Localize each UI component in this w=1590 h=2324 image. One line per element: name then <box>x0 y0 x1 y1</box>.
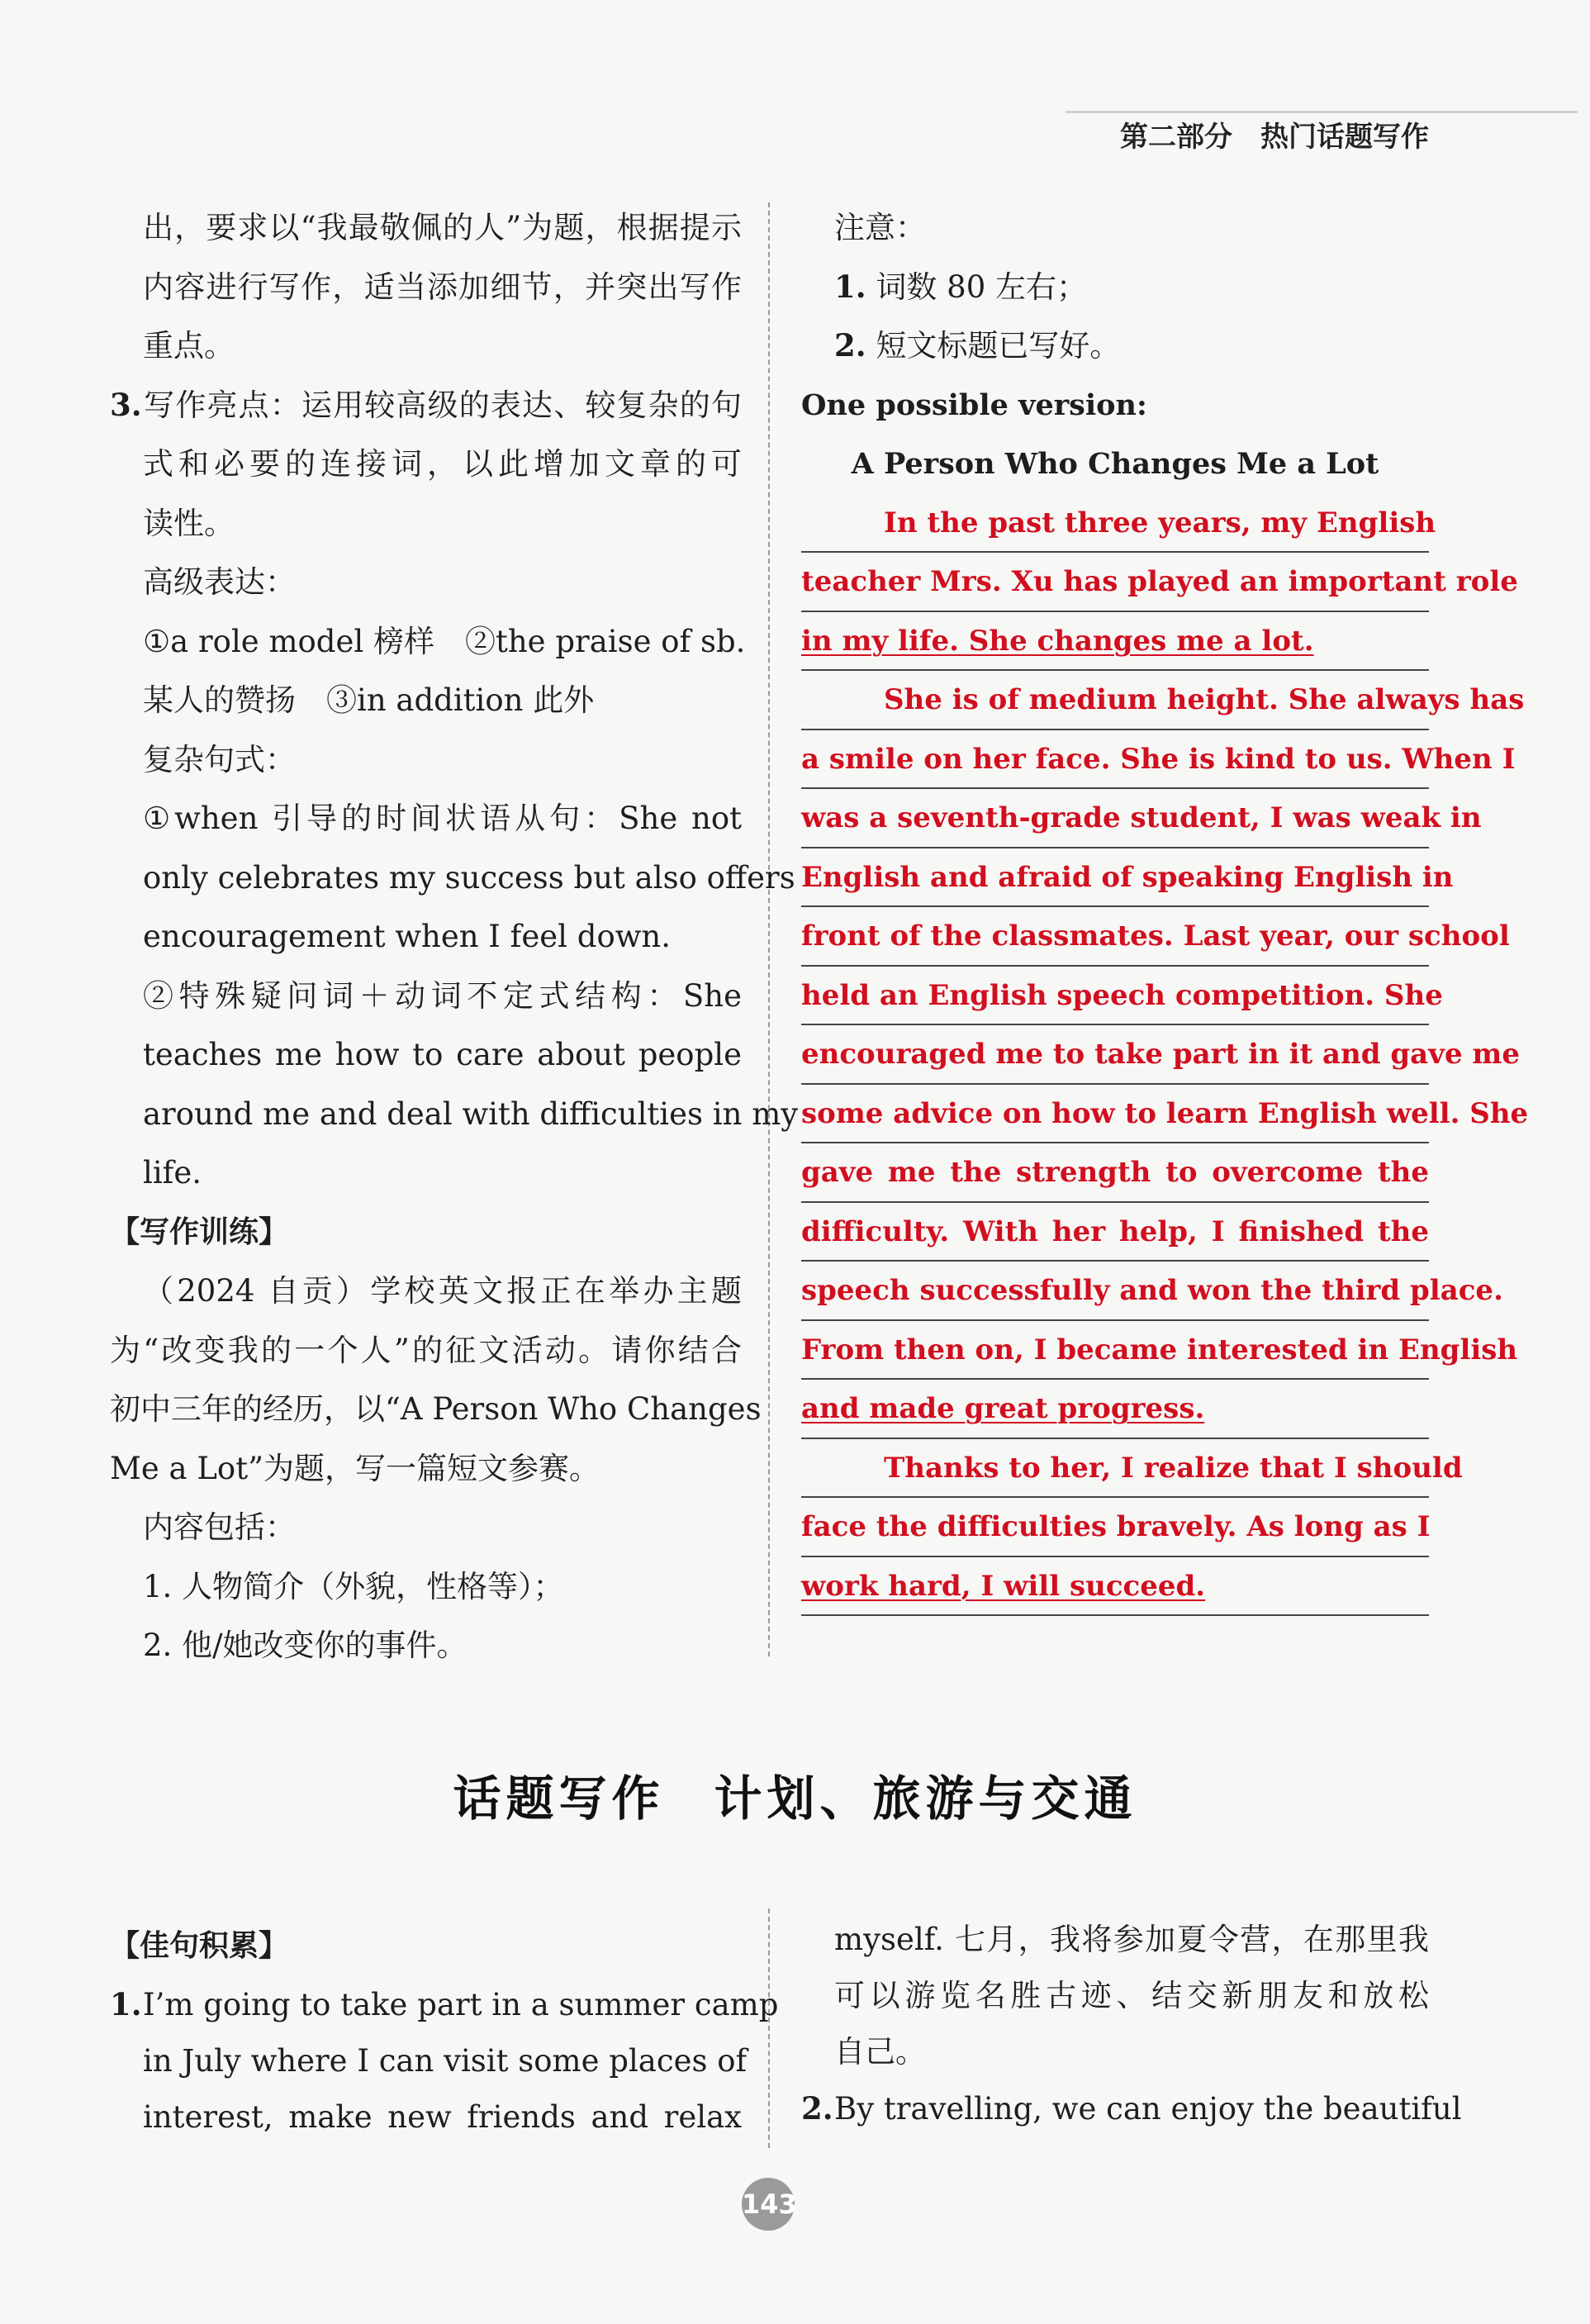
answer-line: teacher Mrs. Xu has played an important role <box>801 553 1429 612</box>
right-column <box>801 198 1529 1616</box>
answer-line: face the difficulties bravely. As long as I <box>801 1498 1429 1557</box>
note-label: 注意： <box>834 210 926 245</box>
sentence-1-line-1 <box>110 1976 779 2033</box>
point-3-line-1 <box>110 376 742 435</box>
advanced-expressions-line-1: ①a role model 榜样 ②the praise of sb. <box>143 623 746 659</box>
note-item-1 <box>801 258 1429 317</box>
version-label: One possible version: <box>801 387 1147 422</box>
topic-title-a: 话题写作 <box>453 1770 665 1827</box>
topic-title <box>0 1760 1590 1829</box>
complex-2-line-4: life. <box>143 1155 202 1191</box>
complex-1-line-3: encouragement when I feel down. <box>143 919 671 954</box>
answer-line: difficulty. With her help, I finished the <box>801 1203 1429 1262</box>
header-rule <box>1066 111 1578 113</box>
answer-line <box>801 1557 1429 1617</box>
sentence-1-line-3: interest, make new friends and relax <box>143 2098 742 2135</box>
sentence-1-number: 1. <box>110 1985 142 2022</box>
task-line-2: 为“改变我的一个人”的征文活动。请你结合 <box>110 1332 742 1368</box>
point-3-number: 3. <box>110 386 142 423</box>
complex-2-line-1: ②特殊疑问词＋动词不定式结构：She <box>143 977 742 1014</box>
sentence-1-line-4: myself. 七月，我将参加夏令营，在那里我 <box>834 1922 1429 1957</box>
sentence-1-line-5: 可以游览名胜古迹、结交新朋友和放松 <box>834 1978 1429 2013</box>
note-1-number: 1. <box>834 268 866 305</box>
header-part: 第二部分 <box>1120 121 1232 154</box>
sentence-1-line-6: 自己。 <box>834 2034 926 2070</box>
task-line-3: 初中三年的经历，以“A Person Who Changes <box>110 1391 762 1427</box>
advanced-expressions-line-2: 某人的赞扬 ③in addition 此外 <box>143 682 595 718</box>
content-label: 内容包括： <box>143 1509 296 1545</box>
point-3-line-3: 读性。 <box>143 505 235 541</box>
essay-title: A Person Who Changes Me a Lot <box>851 447 1379 481</box>
answer-line: encouraged me to take part in it and gave me <box>801 1025 1429 1085</box>
header-section: 热门话题写作 <box>1260 121 1429 154</box>
answer-line: In the past three years, my English <box>801 494 1429 554</box>
answer-line: held an English speech competition. She <box>801 967 1429 1026</box>
running-header <box>1120 114 1429 154</box>
answer-line <box>801 1380 1429 1439</box>
bottom-left-column <box>110 1917 779 2146</box>
sentence-2-number: 2. <box>801 2090 833 2127</box>
complex-sentences-label: 复杂句式： <box>143 741 296 777</box>
intro-line-3: 重点。 <box>143 328 235 364</box>
column-divider <box>768 202 770 1656</box>
bottom-right-column <box>801 1917 1462 2137</box>
task-line-1: （2024 自贡）学校英文报正在举办主题 <box>143 1273 742 1309</box>
page-number: 143 <box>742 2178 795 2231</box>
complex-2-line-2: teaches me how to care about people <box>143 1037 742 1072</box>
answer-line-text: work hard, I will succeed. <box>801 1569 1206 1603</box>
good-sentences-title: 【佳句积累】 <box>110 1929 289 1963</box>
answer-line: a smile on her face. She is kind to us. When I <box>801 730 1429 790</box>
sentence-2-text: By travelling, we can enjoy the beautiful <box>834 2091 1462 2127</box>
left-column <box>110 198 799 1675</box>
intro-line-1: 出，要求以“我最敬佩的人”为题，根据提示 <box>143 210 742 245</box>
point-3-line-2: 式和必要的连接词，以此增加文章的可 <box>143 446 742 482</box>
content-item-2: 2. 他/她改变你的事件。 <box>143 1628 468 1663</box>
sentence-1-text: I’m going to take part in a summer camp <box>143 1986 779 2022</box>
topic-title-b: 计划、旅游与交通 <box>714 1770 1137 1827</box>
note-item-2 <box>801 316 1429 376</box>
point-3-text: 写作亮点：运用较高级的表达、较复杂的句 <box>143 387 742 423</box>
sentence-2-line-1 <box>801 2080 1462 2137</box>
complex-1-line-1: ①when 引导的时间状语从句：She not <box>143 801 742 836</box>
intro-line-2: 内容进行写作，适当添加细节，并突出写作 <box>143 269 742 305</box>
task-line-4: Me a Lot”为题，写一篇短文参赛。 <box>110 1450 600 1486</box>
answer-line <box>801 612 1429 672</box>
answer-line: some advice on how to learn English well. She <box>801 1085 1429 1144</box>
answer-line: front of the classmates. Last year, our school <box>801 907 1429 967</box>
answer-line: Thanks to her, I realize that I should <box>801 1439 1429 1499</box>
complex-2-line-3: around me and deal with difficulties in my <box>143 1095 799 1132</box>
answer-line: English and afraid of speaking English in <box>801 848 1429 908</box>
answer-line-text: and made great progress. <box>801 1392 1205 1425</box>
answer-line-text: in my life. She changes me a lot. <box>801 624 1314 658</box>
writing-training-title: 【写作训练】 <box>110 1214 289 1249</box>
answer-line: gave me the strength to overcome the <box>801 1143 1429 1203</box>
content-item-1: 1. 人物简介（外貌，性格等）； <box>143 1568 564 1604</box>
answer-line: She is of medium height. She always has <box>801 671 1429 730</box>
answer-line: speech successfully and won the third place. <box>801 1262 1429 1321</box>
answer-line: From then on, I became interested in English <box>801 1321 1429 1381</box>
note-2-text: 短文标题已写好。 <box>876 328 1121 364</box>
note-2-number: 2. <box>834 327 866 364</box>
note-1-text: 词数 80 左右； <box>876 269 1088 305</box>
advanced-expressions-label: 高级表达： <box>143 564 296 600</box>
complex-1-line-2: only celebrates my success but also offers <box>143 859 795 896</box>
answer-line: was a seventh-grade student, I was weak in <box>801 789 1429 848</box>
sentence-1-line-2: in July where I can visit some places of <box>143 2042 748 2079</box>
